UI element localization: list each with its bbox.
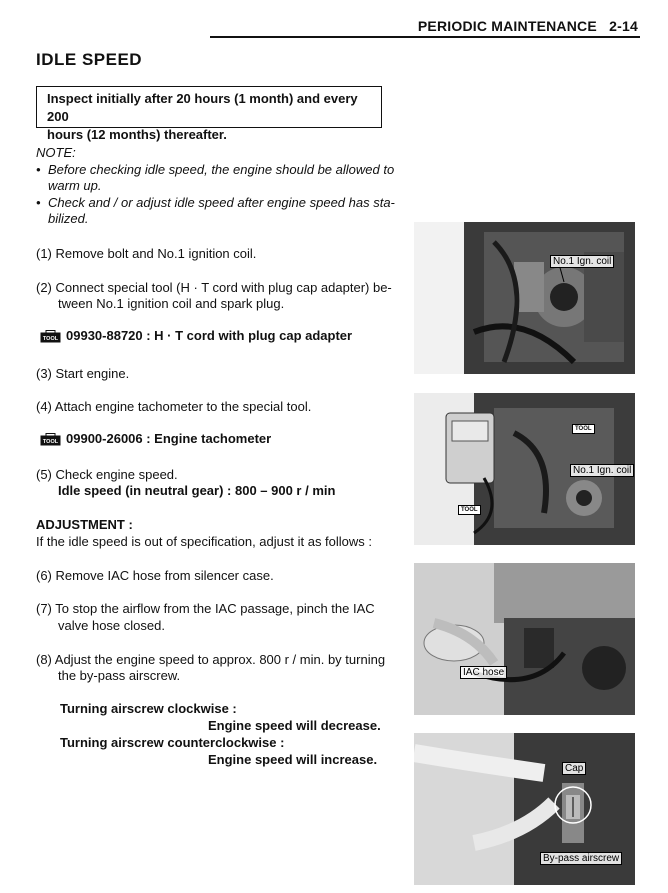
photo-iac-hose [414,563,635,715]
photo-2-label: No.1 Ign. coil [570,464,634,477]
note-label: NOTE: [36,145,76,160]
photo-tachometer [414,393,635,545]
clockwise-result: Engine speed will decrease. [208,718,381,733]
svg-text:TOOL: TOOL [42,438,59,445]
note-bullet-2: • [36,195,41,210]
clockwise-label: Turning airscrew clockwise : [60,701,237,716]
photo-1-label: No.1 Ign. coil [550,255,614,268]
step-7-line2: valve hose closed. [58,618,165,633]
step-7-line1: (7) To stop the airflow from the IAC passage, pinch the IAC [36,601,375,616]
inspect-line-1: Inspect initially after 20 hours (1 month) and every 200 [47,91,358,124]
photo-3-art [414,563,635,715]
step-6: (6) Remove IAC hose from silencer case. [36,568,274,583]
header-title: PERIODIC MAINTENANCE [417,18,597,34]
counterclockwise-label: Turning airscrew counterclockwise : [60,735,285,750]
note-item-1-line1: Before checking idle speed, the engine should be allowed to [48,162,395,177]
adjustment-title: ADJUSTMENT : [36,517,133,532]
tool-icon [40,433,61,445]
note-item-2-line2: bilized. [48,211,89,226]
photo-ignition-coil [414,222,635,374]
inspection-interval-box [36,86,382,142]
tool-icon [40,330,61,342]
step-1: (1) Remove bolt and No.1 ignition coil. [36,246,257,261]
page-number: 2-14 [609,18,638,34]
note-item-1-line2: warm up. [48,178,102,193]
page-header [418,18,638,34]
photo-2-tool-tag-a: TOOL [572,424,595,434]
photo-bypass-airscrew [414,733,635,885]
photo-2-tool-tag-b: TOOL [458,505,481,515]
photo-4-label: By-pass airscrew [540,852,622,865]
photo-4-cap-label: Cap [562,762,586,775]
step-3: (3) Start engine. [36,366,130,381]
note-item-2-line1: Check and / or adjust idle speed after engine speed has sta- [48,195,395,210]
counterclockwise-result: Engine speed will increase. [208,752,378,767]
adjustment-text: If the idle speed is out of specification, adjust it as follows : [36,534,373,549]
photo-1-art [414,222,635,374]
step-8-line2: the by-pass airscrew. [58,668,181,683]
header-rule [210,36,640,38]
note-bullet-1: • [36,162,41,177]
step-2-line2: tween No.1 ignition coil and spark plug. [58,296,285,311]
svg-text:TOOL: TOOL [42,335,59,342]
tool-2 [40,431,271,446]
inspect-line-2: hours (12 months) thereafter. [47,127,227,142]
idle-speed-spec: Idle speed (in neutral gear) : 800 – 900 r / min [58,483,336,498]
tool-2-text: 09900-26006 : Engine tachometer [66,431,272,446]
step-8-line1: (8) Adjust the engine speed to approx. 800 r / min. by turning [36,652,386,667]
photo-3-label: IAC hose [460,666,507,679]
tool-1-text: 09930-88720 : H · T cord with plug cap adapter [66,328,353,343]
tool-1 [40,328,352,343]
step-5: (5) Check engine speed. [36,467,178,482]
section-title: IDLE SPEED [36,50,143,69]
step-4: (4) Attach engine tachometer to the special tool. [36,399,312,414]
step-2-line1: (2) Connect special tool (H · T cord with plug cap adapter) be- [36,280,392,295]
